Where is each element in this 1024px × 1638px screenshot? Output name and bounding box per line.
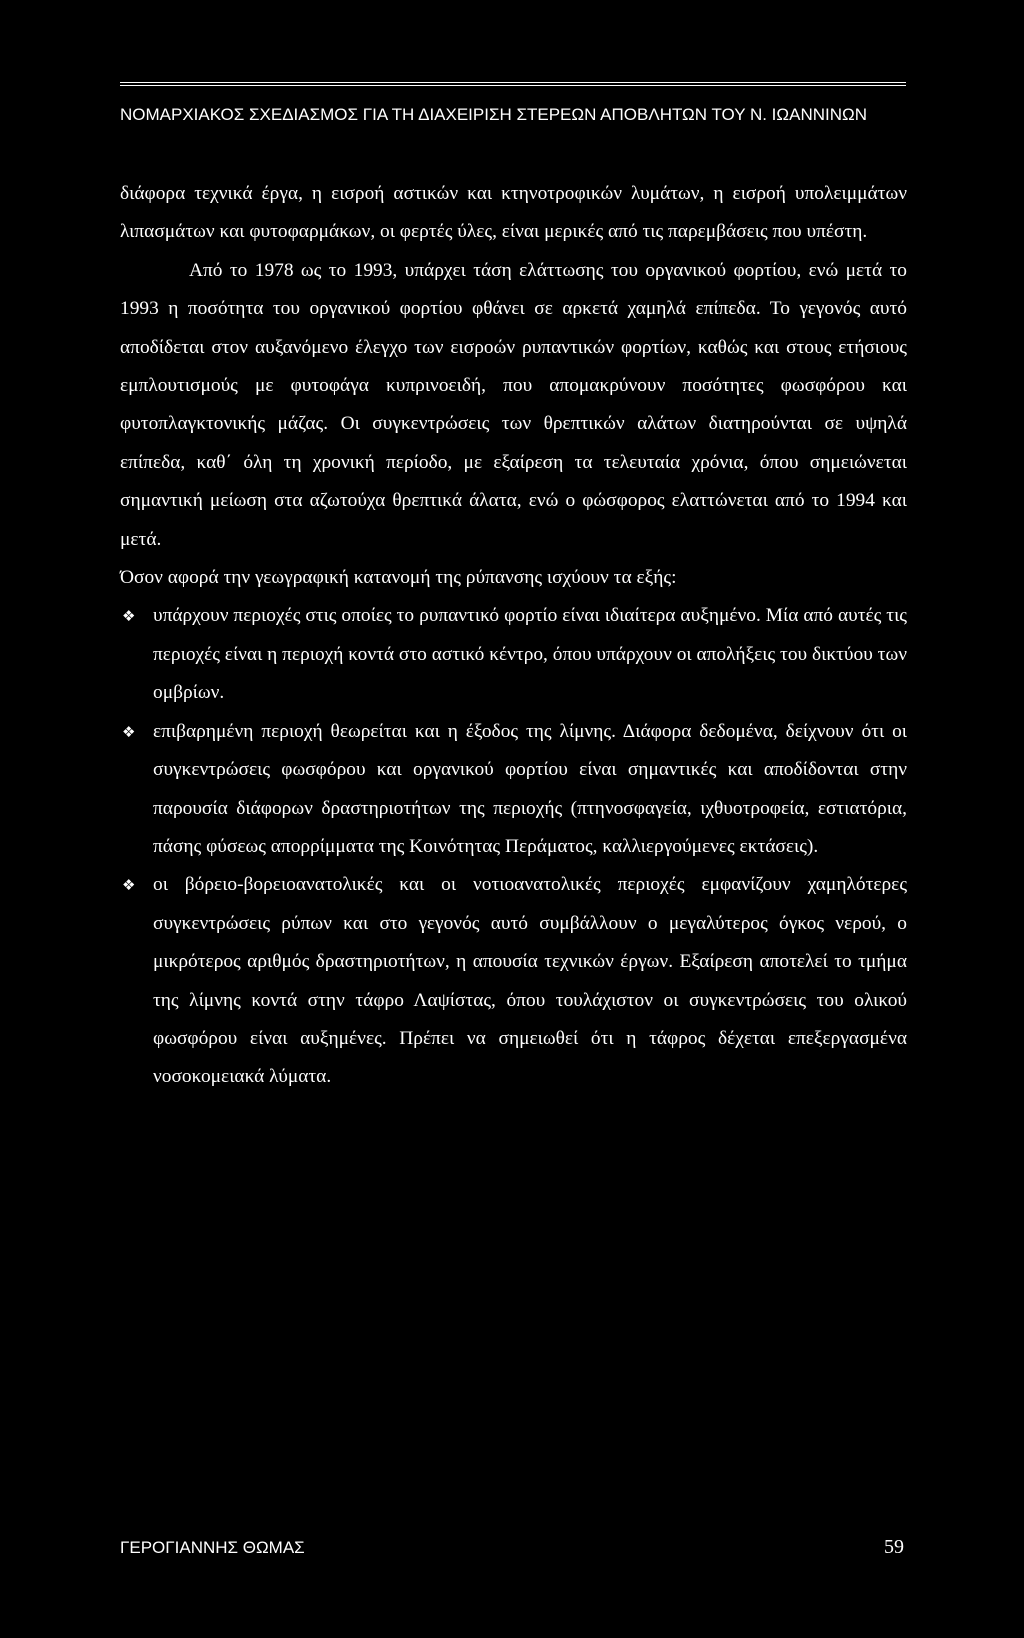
paragraph-continuation: διάφορα τεχνικά έργα, η εισροή αστικών και κτηνοτροφικών λυμάτων, η εισροή υπολειμμάτων λιπασμάτων και φυτοφαρμάκων, οι φερτές ύλες, είναι μερικές από τις παρεμβάσεις που υπέστη. xyxy=(120,183,907,243)
document-body xyxy=(120,175,907,1097)
header-rule-bottom xyxy=(120,85,906,86)
list-item-text: υπάρχουν περιοχές στις οποίες το ρυπαντικό φορτίο είναι ιδιαίτερα αυξημένο. Μία από αυτές τις περιοχές είναι η περιοχή κοντά στο αστικό κέντρο, όπου υπάρχουν οι απολήξεις του δικτύου των ομβρίων. xyxy=(153,605,907,704)
header-rule-top xyxy=(120,82,906,83)
list-item-text: οι βόρειο-βορειοανατολικές και οι νοτιοανατολικές περιοχές εμφανίζουν χαμηλότερες συγκεντρώσεις ρύπων και στο γεγονός αυτό συμβάλλουν ο μεγαλύτερος όγκος νερού, ο μικρότερος αριθμός δραστηριοτήτων, η απουσία τεχνικών έργων. Εξαίρεση αποτελεί το τμήμα της λίμνης κοντά στην τάφρο Λαψίστας, όπου τουλάχιστον οι συγκεντρώσεις του ολικού φωσφόρου είναι αυξημένες. Πρέπει να σημειωθεί ότι η τάφρος δέχεται επεξεργασμένα νοσοκομειακά λύματα. xyxy=(153,874,907,1088)
footer-author: ΓΕΡΟΓΙΑΝΝΗΣ ΘΩΜΑΣ xyxy=(120,1538,305,1557)
list-item xyxy=(120,713,907,867)
list-item xyxy=(120,866,907,1096)
running-header: ΝΟΜΑΡΧΙΑΚΟΣ ΣΧΕΔΙΑΣΜΟΣ ΓΙΑ ΤΗ ΔΙΑΧΕΙΡΙΣΗ ΣΤΕΡΕΩΝ ΑΠΟΒΛΗΤΩΝ ΤΟΥ Ν. ΙΩΑΝΝΙΝΩΝ xyxy=(120,105,867,124)
paragraph-organic-load: Από το 1978 ως το 1993, υπάρχει τάση ελάττωσης του οργανικού φορτίου, ενώ μετά το 1993 η ποσότητα του οργανικού φορτίου φθάνει σε αρκετά χαμηλά επίπεδα. Το γεγονός αυτό αποδίδεται στον αυξανόμενο έλεγχο των εισροών ρυπαντικών φορτίων, καθώς και στους ετήσιους εμπλουτισμούς με φυτοφάγα κυπρινοειδή, που απομακρύνουν ποσότητες φωσφόρου και φυτοπλαγκτονικής μάζας. Οι συγκεντρώσεις των θρεπτικών αλάτων διατηρούνται σε υψηλά επίπεδα, καθ΄ όλη τη χρονική περίοδο, με εξαίρεση τα τελευταία χρόνια, όπου σημειώνεται σημαντική μείωση στα αζωτούχα θρεπτικά άλατα, ενώ ο φώσφορος ελαττώνεται από το 1994 και μετά. xyxy=(120,259,907,550)
diamond-bullet-icon: ❖ xyxy=(122,876,136,895)
page-number: 59 xyxy=(884,1536,904,1558)
list-item xyxy=(120,597,907,712)
diamond-bullet-icon: ❖ xyxy=(122,607,136,626)
paragraph-geographic-intro: Όσον αφορά την γεωγραφική κατανομή της ρύπανσης ισχύουν τα εξής: xyxy=(120,567,677,589)
bullet-list xyxy=(120,597,907,1096)
list-item-text: επιβαρημένη περιοχή θεωρείται και η έξοδος της λίμνης. Διάφορα δεδομένα, δείχνουν ότι οι συγκεντρώσεις φωσφόρου και οργανικού φορτίου είναι σημαντικές και αποδίδονται στην παρουσία διάφορων δραστηριοτήτων της περιοχής (πτηνοσφαγεία, ιχθυοτροφεία, εστιατόρια, πάσης φύσεως απορρίμματα της Κοινότητας Περάματος, καλλιεργούμενες εκτάσεις). xyxy=(153,720,907,857)
diamond-bullet-icon: ❖ xyxy=(122,722,136,741)
